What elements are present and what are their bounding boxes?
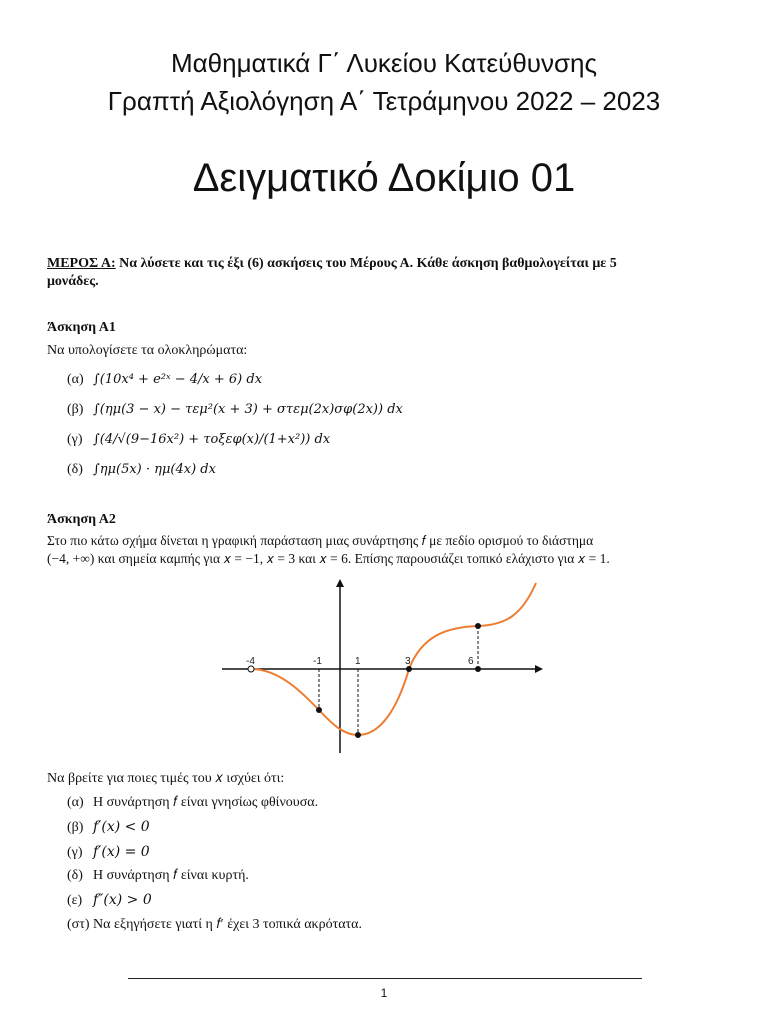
a2-question: Να βρείτε για ποιες τιμές του 𝑥 ισχύει ότι:	[47, 771, 285, 786]
a1-item-math: ∫(4/√(9−16x²) + τοξεφ(x)/(1+x²)) dx	[93, 432, 331, 447]
a2-item-c	[67, 843, 150, 862]
a1-item-label: (β)	[67, 402, 84, 417]
a1-item-math: ∫ημ(5x) · ημ(4x) dx	[93, 462, 216, 477]
function-curve	[251, 583, 536, 735]
footer-divider	[128, 978, 642, 979]
exercise-a2-statement	[47, 532, 737, 568]
a2-item-label: (δ)	[67, 868, 83, 883]
a2-item-label: (α)	[67, 795, 84, 810]
a2-item-b	[67, 818, 150, 837]
a2-item-label: (ε)	[67, 893, 83, 908]
header-exam-title: Γραπτή Αξιολόγηση Α΄ Τετράμηνου 2022 – 2023	[107, 86, 661, 116]
exercise-a2-title: Άσκηση Α2	[47, 512, 116, 527]
tick-label-6: 6	[468, 656, 474, 667]
x-axis-arrow	[535, 665, 543, 673]
header-course-title: Μαθηματικά Γ΄ Λυκείου Κατεύθυνσης	[170, 48, 598, 78]
page-number: 1	[380, 986, 388, 1000]
a1-item-math: ∫(10x⁴ + e²ˣ − 4/x + 6) dx	[93, 372, 263, 387]
a2-statement-line1: Στο πιο κάτω σχήμα δίνεται η γραφική παράσταση μιας συνάρτησης 𝑓 με πεδίο ορισμού το διάστημα	[47, 533, 594, 548]
part-a-text-2: μονάδες.	[47, 274, 99, 289]
a1-item-math: ∫(ημ(3 − x) − τεμ²(x + 3) + στεμ(2x)σφ(2x)) dx	[93, 402, 403, 417]
a1-item-c	[67, 431, 330, 449]
a2-item-text: 𝑓″(𝑥) > 0	[93, 892, 152, 908]
a1-item-label: (α)	[67, 372, 84, 387]
tick-label-minus-1: -1	[313, 656, 322, 667]
a2-item-text: Να εξηγήσετε γιατί η 𝑓′ έχει 3 τοπικά ακρότατα.	[93, 917, 363, 932]
part-a-text-1: Να λύσετε και τις έξι (6) ασκήσεις του Μέρους Α. Κάθε άσκηση βαθμολογείται με 5	[115, 256, 617, 271]
part-a-label: ΜΕΡΟΣ Α:	[47, 256, 116, 271]
a1-item-a	[67, 371, 262, 389]
a2-item-label: (β)	[67, 820, 84, 835]
y-axis-arrow	[336, 579, 344, 587]
a2-statement-line2: (−4, +∞) και σημεία καμπής για 𝑥 = −1, 𝑥 = 3 και 𝑥 = 6. Επίσης παρουσιάζει τοπικό ελάχιστο για 𝑥 = 1.	[47, 551, 610, 566]
a2-item-a	[67, 794, 318, 812]
part-a-instructions	[47, 255, 727, 291]
a1-item-label: (γ)	[67, 432, 83, 447]
a2-item-text: 𝑓′(𝑥) < 0	[93, 819, 150, 835]
a2-item-f	[67, 916, 362, 934]
tick-label-minus-4: -4	[246, 656, 255, 667]
a2-item-e	[67, 891, 152, 910]
a2-item-label: (στ)	[67, 917, 90, 932]
inflection-point-minus-1	[316, 707, 322, 713]
exercise-a1-title: Άσκηση Α1	[47, 320, 116, 335]
a1-item-label: (δ)	[67, 462, 83, 477]
a2-item-text: Η συνάρτηση 𝑓 είναι γνησίως φθίνουσα.	[93, 795, 319, 810]
a2-item-text: 𝑓′(𝑥) = 0	[93, 844, 150, 860]
exercise-a1-prompt: Να υπολογίσετε τα ολοκληρώματα:	[47, 343, 248, 358]
function-graph	[210, 575, 550, 760]
tick-label-3: 3	[405, 656, 411, 667]
a2-item-text: Η συνάρτηση 𝑓 είναι κυρτή.	[93, 868, 249, 883]
local-minimum-point	[355, 732, 361, 738]
tick-label-1: 1	[355, 656, 361, 667]
a2-item-label: (γ)	[67, 845, 83, 860]
axis-point-6	[475, 666, 481, 672]
inflection-point-6	[475, 623, 481, 629]
a1-item-b	[67, 401, 403, 419]
a2-item-d	[67, 867, 249, 885]
a1-item-d	[67, 461, 216, 479]
page-title: Δειγματικό Δοκίμιο 01	[192, 156, 576, 200]
